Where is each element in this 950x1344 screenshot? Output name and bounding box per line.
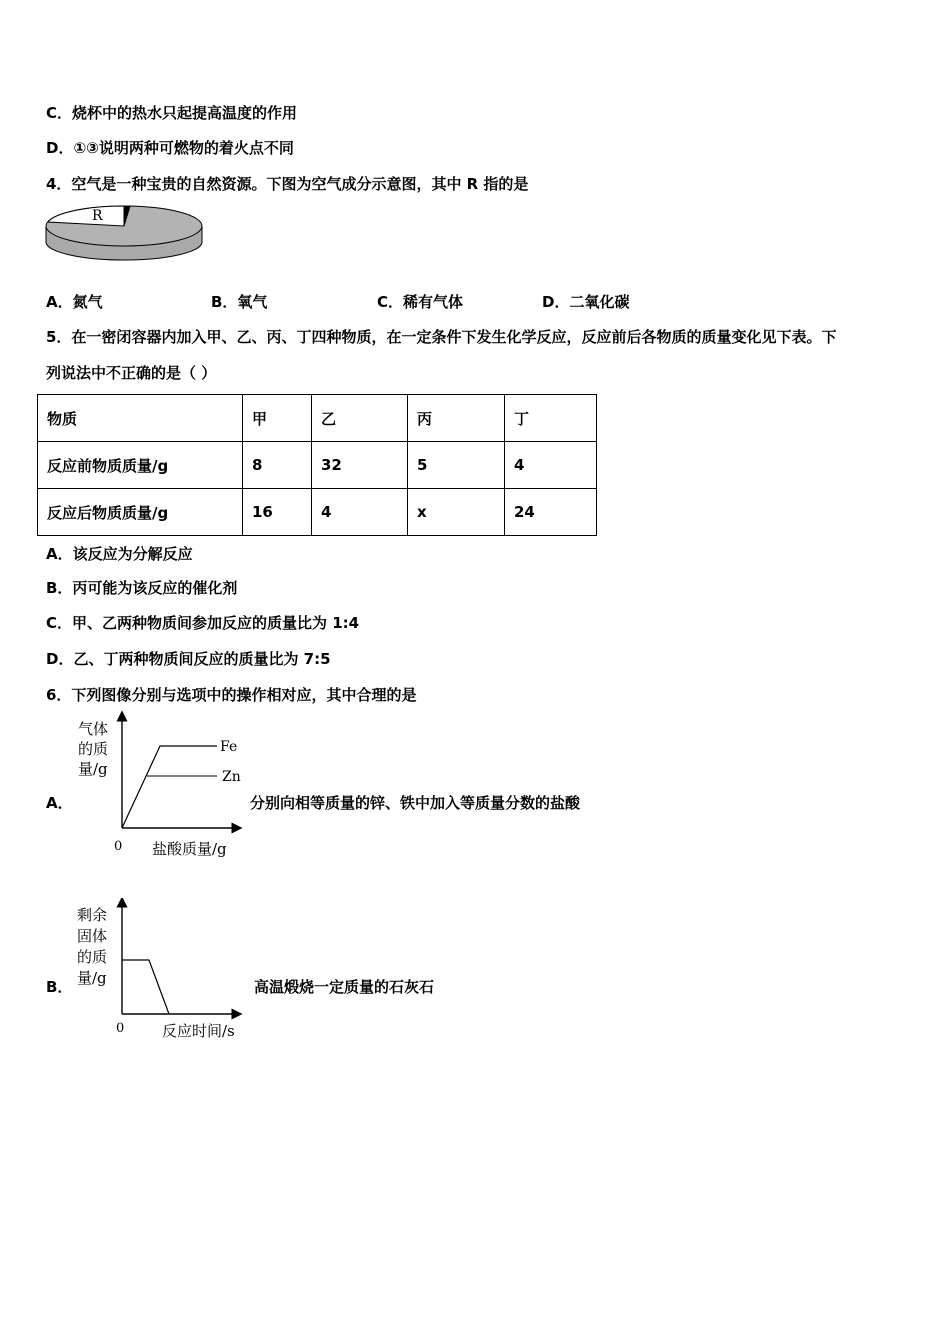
graph-a-xlabel: 盐酸质量/g [152,840,227,858]
q5-option-d: D．乙、丁两种物质间反应的质量比为 7:5 [46,650,331,668]
q5-option-c: C．甲、乙两种物质间参加反应的质量比为 1:4 [46,614,360,632]
table-cell: 32 [312,442,408,489]
q3-option-d: D．①③说明两种可燃物的着火点不同 [46,139,294,157]
q6-option-b-label: B． [46,978,73,996]
table-cell: 反应前物质质量/g [38,442,243,489]
q5-stem-line1: 5．在一密闭容器内加入甲、乙、丙、丁四种物质，在一定条件下发生化学反应，反应前后各物质的质量变化见下表。下 [46,328,837,346]
q6-stem: 6．下列图像分别与选项中的操作相对应，其中合理的是 [46,686,417,704]
graph-a [72,710,252,860]
graph-b [72,898,252,1044]
graph-b-origin: 0 [116,1021,125,1036]
table-cell: 16 [243,489,312,536]
graph-a-series-zn: Zn [222,769,241,785]
q4-option-c: C．稀有气体 [377,293,464,311]
table-cell: 4 [312,489,408,536]
pie-slice-r [48,206,124,226]
table-header-cell: 甲 [243,395,312,442]
q6-option-a-label: A． [46,794,73,812]
table-cell: 4 [505,442,597,489]
graph-a-series-fe: Fe [220,739,238,755]
graph-a-ylabel-2: 的质 [78,740,109,758]
q4-option-b: B．氧气 [211,293,268,311]
pie-label-r: R [92,208,103,224]
table-row [38,489,597,536]
table-header-cell: 乙 [312,395,408,442]
mass-table [37,394,597,536]
q4-option-d: D．二氧化碳 [542,293,630,311]
q5-option-a: A．该反应为分解反应 [46,545,193,563]
q3-option-c: C．烧杯中的热水只起提高温度的作用 [46,104,298,122]
table-cell: 8 [243,442,312,489]
table-cell: x [408,489,505,536]
q4-option-a: A．氮气 [46,293,103,311]
q5-stem-line2: 列说法中不正确的是（ ） [46,364,217,382]
graph-b-ylabel-4: 量/g [77,969,107,987]
graph-a-ylabel-1: 气体 [78,720,109,738]
graph-b-ylabel-3: 的质 [77,948,108,966]
graph-a-line-fe [122,746,217,828]
table-row [38,442,597,489]
graph-b-ylabel-2: 固体 [77,927,108,945]
table-cell: 5 [408,442,505,489]
table-cell: 反应后物质质量/g [38,489,243,536]
table-header-cell: 丙 [408,395,505,442]
graph-b-ylabel-1: 剩余 [77,906,108,924]
graph-b-xlabel: 反应时间/s [162,1022,235,1040]
table-header-cell: 丁 [505,395,597,442]
graph-a-ylabel-3: 量/g [78,760,108,778]
table-cell: 24 [505,489,597,536]
table-header-row [38,395,597,442]
table-header-cell: 物质 [38,395,243,442]
air-composition-pie [44,200,206,264]
q4-stem: 4．空气是一种宝贵的自然资源。下图为空气成分示意图，其中 R 指的是 [46,175,529,193]
graph-b-line [122,960,169,1014]
graph-a-description: 分别向相等质量的锌、铁中加入等质量分数的盐酸 [250,794,581,812]
q5-option-b: B．丙可能为该反应的催化剂 [46,579,238,597]
graph-a-origin: 0 [114,839,123,854]
graph-b-description: 高温煅烧一定质量的石灰石 [254,978,435,996]
